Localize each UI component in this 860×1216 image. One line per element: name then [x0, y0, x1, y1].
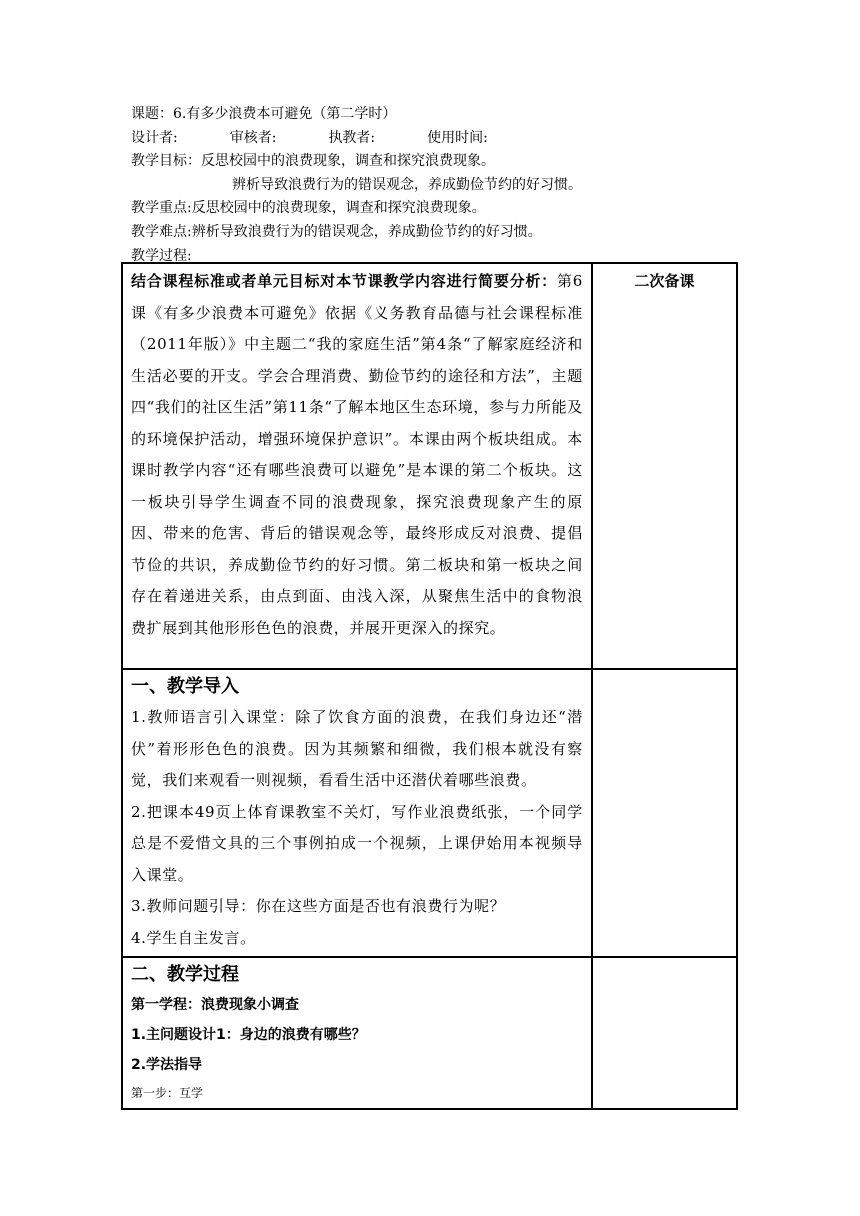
- goal-1: 反思校园中的浪费现象，调查和探究浪费现象。: [201, 153, 495, 170]
- stage-one-title: 第一学程：浪费现象小调查: [131, 997, 299, 1013]
- lesson-header: [131, 103, 751, 268]
- intro-item-1: 1.教师语言引入课堂：除了饮食方面的浪费，在我们身边还“潜伏”着形形色色的浪费。因为其频繁和细微，我们根本就没有察觉，我们来观看一则视频，看看生活中还潜伏着哪些浪费。: [131, 708, 583, 789]
- reviewer-label: 审核者:: [229, 129, 277, 146]
- intro-item-2: 2.把课本49页上体育课教室不关灯，写作业浪费纸张，一个同学总是不爱惜文具的三个事例拍成一个视频，上课伊始用本视频导入课堂。: [131, 802, 583, 884]
- intro-cell: [122, 669, 592, 957]
- section-intro-title: 一、教学导入: [131, 676, 239, 697]
- analysis-text: 第6课《有多少浪费本可避免》依据《义务教育品德与社会课程标准（2011年版）》中主题二“我的家庭生活”第4条“了解家庭经济和生活必要的开支。学会合理消费、勤俭节约的途径和方法”，主题四“我们的社区生活”第11条“了解本地区生态环境，参与力所能及的环境保护活动，增强环境保护意识”。本课由两个板块组成。本课时教学内容“还有哪些浪费可以避免”是本课的第二个板块。这一板块引导学生调查不同的浪费现象，探究浪费现象产生的原因、带来的危害、背后的错误观念等，最终形成反对浪费、提倡节俭的共识，养成勤俭节约的好习惯。第二板块和第一板块之间存在着递进关系，由点到面、由浅入深，从聚焦生活中的食物浪费扩展到其他形形色色的浪费，并展开更深入的探究。: [131, 272, 583, 637]
- goal-line-1: [131, 150, 751, 174]
- teaching-process-label: 教学过程:: [131, 247, 192, 264]
- executor-label: 执教者:: [328, 129, 376, 146]
- process-notes-cell: [592, 957, 737, 1109]
- intro-item-4: 4.学生自主发言。: [131, 928, 256, 947]
- intro-notes-cell: [592, 669, 737, 957]
- teaching-focus: 教学重点:反思校园中的浪费现象，调查和探究浪费现象。: [131, 200, 486, 217]
- section-process-title: 二、教学过程: [131, 964, 239, 985]
- designer-label: 设计者:: [131, 129, 178, 146]
- intro-row: [122, 669, 737, 957]
- use-time-label: 使用时间:: [427, 129, 488, 146]
- lesson-table: [121, 262, 738, 1110]
- study-guidance: 2.学法指导: [131, 1057, 203, 1073]
- goal-label: 教学目标：: [131, 153, 201, 170]
- analysis-paragraph: [131, 264, 583, 644]
- analysis-cell: [122, 263, 592, 669]
- analysis-row: [122, 263, 737, 669]
- second-prep-header: 二次备课: [634, 272, 695, 290]
- staff-line: [131, 127, 751, 151]
- analysis-heading: 结合课程标准或者单元目标对本节课教学内容进行简要分析：: [131, 272, 557, 290]
- process-row: [122, 957, 737, 1109]
- second-prep-header-cell: [592, 263, 737, 669]
- lesson-title: 课题：6.有多少浪费本可避免（第二学时）: [131, 106, 397, 122]
- process-cell: [122, 957, 592, 1109]
- teaching-difficulty: 教学难点:辨析导致浪费行为的错误观念，养成勤俭节约的好习惯。: [131, 223, 542, 240]
- intro-item-3: 3.教师问题引导：你在这些方面是否也有浪费行为呢？: [131, 897, 506, 915]
- step-one: 第一步：互学: [131, 1086, 204, 1100]
- main-question-1: 1.主问题设计1：身边的浪费有哪些？: [131, 1027, 366, 1043]
- goal-2: 辨析导致浪费行为的错误观念，养成勤俭节约的好习惯。: [232, 176, 582, 193]
